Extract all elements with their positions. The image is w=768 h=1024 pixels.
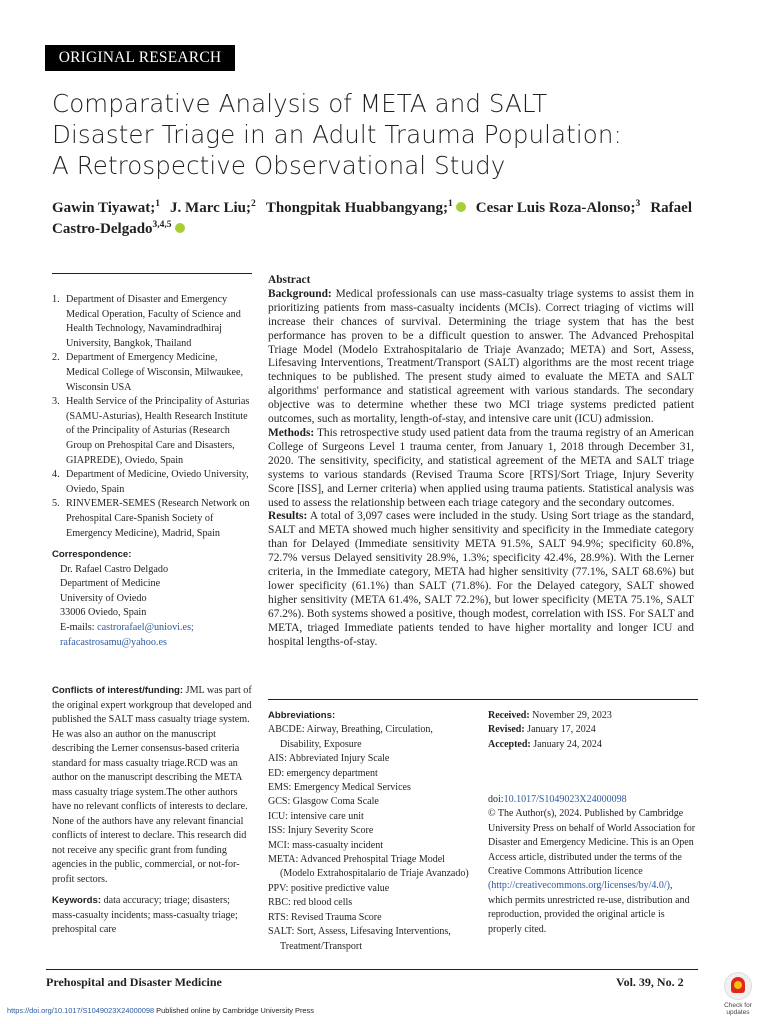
abstract-heading: Abstract (268, 274, 311, 286)
affiliation-item: 3. Health Service of the Principality of Asturias (SAMU-Asturias), Health Research Institute of the Principality of Asturias (Research Group on Prehospital Care and Disasters, GIAPREDE), Oviedo, Spain (52, 396, 250, 466)
title-line-2: Disaster Triage in an Adult Trauma Population: (52, 120, 622, 149)
section-tag: ORIGINAL RESEARCH (45, 45, 235, 71)
footer-doi: https://doi.org/10.1017/S1049023X24000098 Published online by Cambridge University Press (7, 1006, 314, 1015)
correspondence-city: 33006 Oviedo, Spain (60, 607, 147, 619)
footer-doi-link[interactable]: https://doi.org/10.1017/S1049023X24000098 (7, 1006, 155, 1015)
license-url[interactable]: (http://creativecommons.org/licenses/by/4.0/) (488, 880, 670, 892)
journal-name: Prehospital and Disaster Medicine (46, 975, 222, 989)
affiliation-item: 5. RINVEMER-SEMES (Research Network on Prehospital Care-Spanish Society of Emergency Medicine), Madrid, Spain (52, 498, 250, 539)
affiliations (52, 293, 252, 541)
received-date: Received: November 29, 2023 (488, 710, 612, 721)
abbr-item: META: Advanced Prehospital Triage Model (Modelo Extrahospitalario de Triaje Avanzado) (268, 854, 469, 880)
email-link-2[interactable]: rafacastrosamu@yahoo.es (60, 636, 167, 648)
orcid-icon[interactable] (175, 223, 185, 233)
email-link-1[interactable]: castrorafael@uniovi.es; (97, 621, 194, 633)
abbr-item: ABCDE: Airway, Breathing, Circulation, Disability, Exposure (268, 724, 433, 750)
conflicts-of-interest (52, 684, 252, 887)
footer-rule (46, 969, 698, 970)
conflicts-heading: Conflicts of interest/funding: (52, 685, 184, 696)
correspondence-heading: Correspondence: (52, 549, 132, 560)
affiliation-item: 4. Department of Medicine, Oviedo University, Oviedo, Spain (52, 469, 249, 495)
doi-link[interactable]: 10.1017/S1049023X24000098 (503, 794, 627, 805)
author-2[interactable]: J. Marc Liu; (170, 200, 251, 216)
correspondence-dept: Department of Medicine (60, 578, 161, 590)
author-3[interactable]: Thongpitak Huabbangyang; (265, 200, 448, 216)
abstract-results: Results: A total of 3,097 cases were included in the study. Using Sort triage as the standard, SALT and META showed much higher sensitivity and specificity in the Immediate category than for Delayed (Immediate sensitivity META 91.5%, SALT 94.9%; specificity 60.8%, 72.7% versus Delayed sensitivity 28.9%, 1.3%; specificity 42.4%, 28.9%). With the Lerner criteria, in the Immediate category, META had higher sensitivity (77.1%, SALT 68.6%) but lower specificity (61.1%) than SALT (71.8%). For the Delayed category, SALT showed higher sensitivity (META 61.4%, SALT 72.2%), but lower specificity (META 75.1%, SALT 67.2%). Both systems showed a positive, though modest, correlation with ISS. For SALT and META, triaged Immediate patients tended to have higher mortality and longer ICU and hospital lengths-of-stay. (268, 510, 694, 648)
divider (268, 699, 698, 700)
abbr-item: EMS: Emergency Medical Services (268, 782, 411, 794)
check-updates-icon (724, 972, 752, 1000)
abbr-item: RBC: red blood cells (268, 897, 353, 909)
check-for-updates-button[interactable] (718, 972, 758, 1018)
keywords-text: data accuracy; triage; disasters; mass-casualty incidents; mass-casualty triage; prehospital care (52, 895, 238, 935)
author-5[interactable]: Castro-Delgado (52, 221, 153, 237)
author-4[interactable]: Cesar Luis Roza-Alonso; (475, 200, 636, 216)
abstract-methods: Methods: This retrospective study used patient data from the trauma registry of an American College of Surgeons Level 1 trauma center, from January 1, 2018 through December 31, 2020. The sensitivity, specificity, and statistical agreement of the META and SALT triage systems to various standards (Revised Trauma Score [RTS]/Sort Triage, Injury Severity Score [ISS], and Lerner criteria) when applied using trauma patients. Statistical analysis was used to assess the relationship between each triage category and the secondary outcomes. (268, 426, 694, 509)
author-5-first[interactable]: Rafael (650, 200, 692, 216)
affiliation-item: 1. Department of Disaster and Emergency Medical Operation, Faculty of Science and Health Technology, Navamindradhiraj University, Bangkok, Thailand (52, 294, 241, 349)
author-5-affil: 3,4,5 (152, 220, 172, 230)
orcid-icon[interactable] (456, 202, 466, 212)
article-dates (488, 709, 698, 752)
author-1[interactable]: Gawin Tiyawat; (52, 200, 156, 216)
conflicts-text: JML was part of the original expert workgroup that developed and published the SALT mass casualty triage system. He was also an author on the manuscript describing the Lerner consensus-based criteria standard for mass casualty triage.RCD was an author on the manuscript describing the META mass casualty triage system.The other authors have no relevant conflicts of interests to declare. None of the authors have any relevant financial conflicts of interest to declare. This research did not receive any specific grant from funding agencies in the public, commercial, or not-for-profit sectors. (52, 685, 252, 885)
author-list (52, 198, 692, 240)
abbreviations (268, 709, 473, 954)
license-block (488, 793, 698, 937)
article-title (52, 88, 732, 181)
abbr-item: RTS: Revised Trauma Score (268, 911, 382, 923)
doi-line: doi:10.1017/S1049023X24000098 (488, 794, 627, 805)
abbr-item: AIS: Abbreviated Injury Scale (268, 753, 390, 765)
abstract (268, 274, 694, 649)
email-label: E-mails: (60, 621, 95, 633)
check-label-2: updates (726, 1009, 750, 1016)
affiliation-item: 2. Department of Emergency Medicine, Medical College of Wisconsin, Milwaukee, Wisconsin USA (52, 352, 244, 393)
abbr-item: ISS: Injury Severity Score (268, 825, 374, 837)
author-2-affil: 2 (251, 199, 256, 209)
keywords-heading: Keywords: (52, 895, 102, 906)
abbr-item: SALT: Sort, Assess, Lifesaving Interventions, Treatment/Transport (268, 926, 451, 952)
abbr-item: ICU: intensive care unit (268, 810, 364, 822)
title-line-1: Comparative Analysis of META and SALT (52, 89, 548, 118)
correspondence-name: Dr. Rafael Castro Delgado (60, 563, 169, 575)
license-text: © The Author(s), 2024. Published by Cambridge University Press on behalf of World Association for Disaster and Emergency Medicine. This is an Open Access article, distributed under the terms of the Creative Commons Attribution licence (http://creativecommons.org/licenses/by/4.0/), which permits unrestricted re-use, distribution and reproduction, provided the original article is properly cited. (488, 808, 696, 935)
divider (52, 273, 252, 274)
accepted-date: Accepted: January 24, 2024 (488, 738, 602, 750)
abbr-item: MCI: mass-casualty incident (268, 839, 383, 851)
check-label-1: Check for (724, 1002, 752, 1009)
abstract-background: Background: Medical professionals can use mass-casualty triage systems to assist them in prioritizing patients from mass-casualty incidents (MCIs). Correct triaging of victims will increase their chances of survival. Determining the triage system that has the best performance has proven to be a difficult question to answer. The Advanced Prehospital Triage Model (Modelo Extrahospitalario de Triaje Avanzado; META) and Sort, Assess, Lifesaving Interventions, Treatment/Transport (SALT) algorithms are the most recent triage techniques to be published. The present study aimed to evaluate the META and SALT algorithms' performance and statistical agreement with various standards. The secondary objective was to determine whether these two MCI triage systems predicted patient outcomes, such as mortality, length-of-stay, and intensive care unit (ICU) admission. (268, 287, 694, 426)
abbr-item: GCS: Glasgow Coma Scale (268, 796, 379, 808)
correspondence-univ: University of Oviedo (60, 592, 147, 604)
title-line-3: A Retrospective Observational Study (52, 151, 506, 180)
volume-issue: Vol. 39, No. 2 (616, 975, 684, 989)
author-1-affil: 1 (155, 199, 160, 209)
keywords (52, 894, 252, 938)
abbr-item: PPV: positive predictive value (268, 882, 390, 894)
abbreviations-heading: Abbreviations: (268, 710, 336, 721)
revised-date: Revised: January 17, 2024 (488, 724, 596, 736)
correspondence (52, 548, 252, 650)
author-4-affil: 3 (635, 199, 641, 209)
abbr-item: ED: emergency department (268, 767, 378, 779)
author-3-affil: 1 (447, 199, 453, 209)
